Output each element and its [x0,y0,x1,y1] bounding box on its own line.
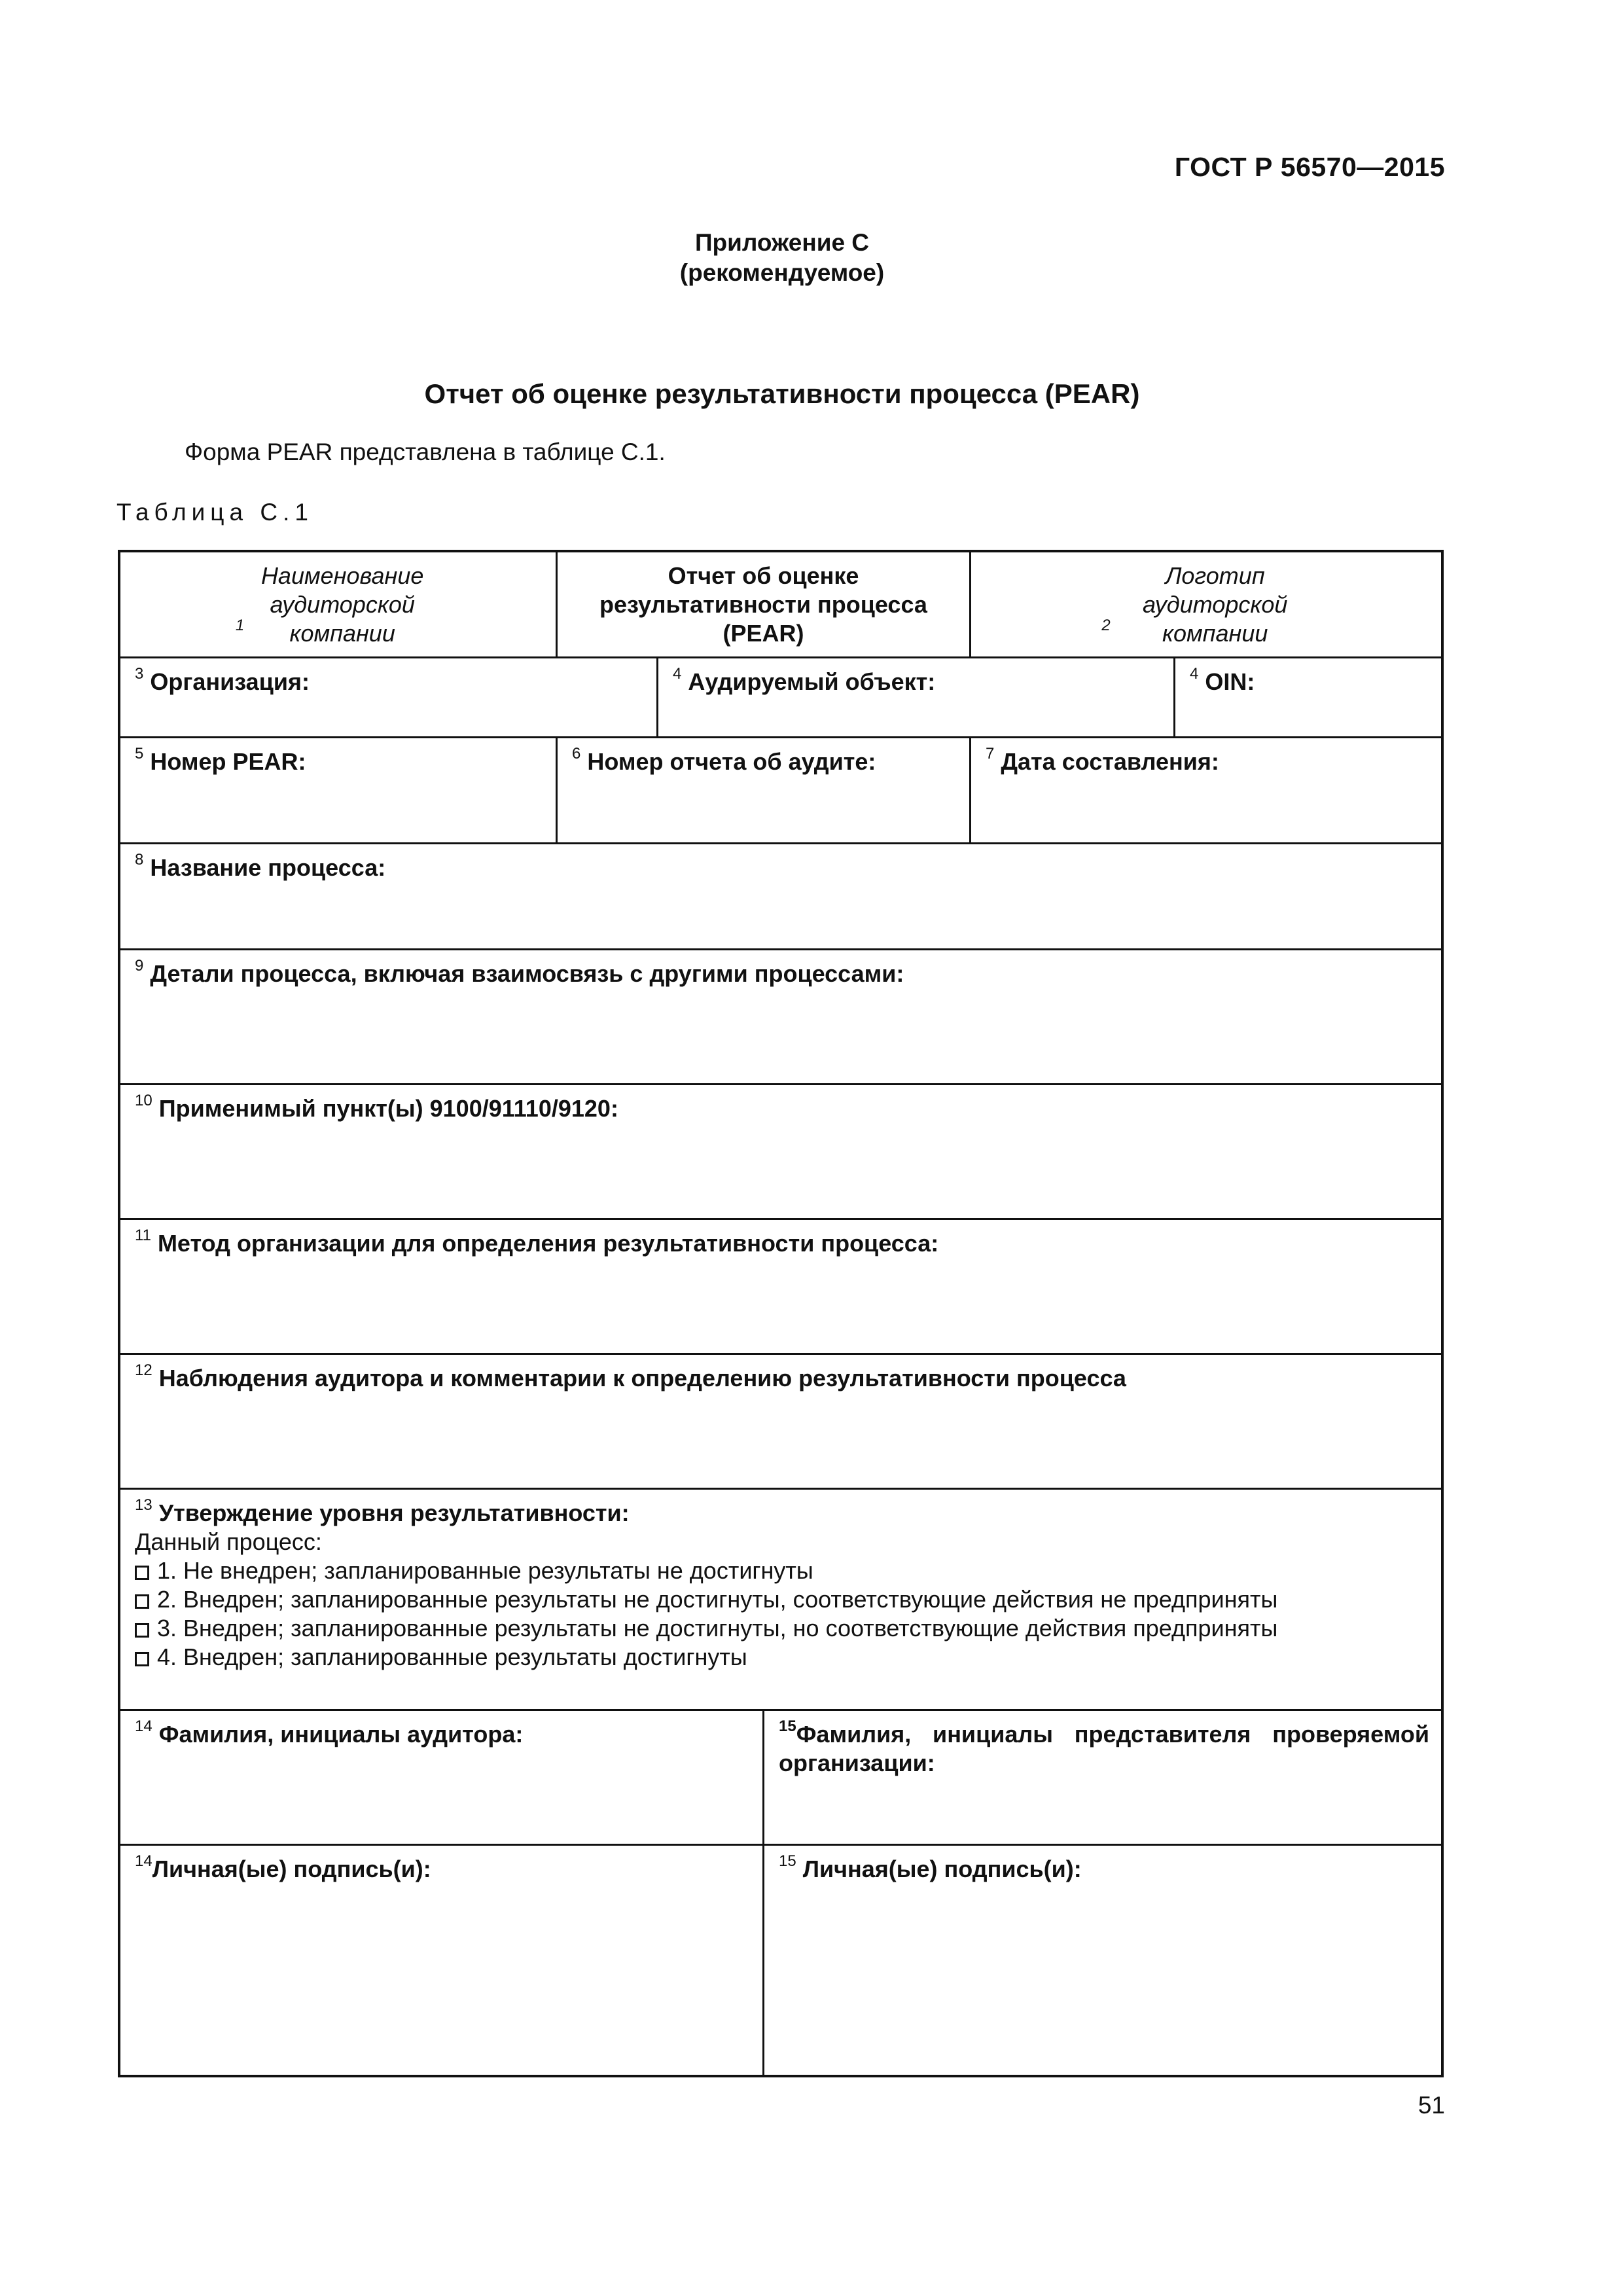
pear-form-table [118,550,1444,2077]
page-number: 51 [1418,2092,1445,2119]
auditor-name-label: Фамилия, инициалы аудитора: [158,1721,524,1748]
effectiveness-option-1[interactable] [135,1556,1429,1585]
standard-number: ГОСТ Р 56570—2015 [1174,152,1445,182]
representative-signature-field[interactable] [764,1846,1444,2075]
field-number: 9 [135,957,144,975]
audited-object-field[interactable] [658,658,1175,738]
auditor-name-field[interactable] [120,1711,764,1846]
field-number: 14 [135,1852,152,1870]
org-method-label: Метод организации для определения результативности процесса: [157,1230,939,1257]
effectiveness-label: Утверждение уровня результативности: [158,1499,630,1526]
process-details-label: Детали процесса, включая взаимосвязь с другими процессами: [150,960,904,987]
organization-label: Организация: [150,668,310,695]
effectiveness-option-2[interactable] [135,1585,1429,1614]
applicable-clauses-label: Применимый пункт(ы) 9100/91110/9120: [158,1095,618,1122]
audit-report-number-label: Номер отчета об аудите: [587,748,876,775]
field-number: 4 [1190,665,1199,683]
form-title: Отчет об оценке результативности процесса (PEAR) [599,562,927,647]
effectiveness-option-4[interactable] [135,1643,1429,1672]
option-label: 4. Внедрен; запланированные результаты достигнуты [157,1643,747,1670]
auditor-signature-label: Личная(ые) подпись(и): [152,1856,431,1882]
checkbox-icon[interactable] [135,1652,149,1666]
field-number: 7 [986,745,995,762]
oin-field[interactable] [1175,658,1444,738]
effectiveness-field [120,1490,1444,1711]
process-name-field[interactable] [120,844,1444,950]
checkbox-icon[interactable] [135,1594,149,1609]
auditor-signature-field[interactable] [120,1846,764,2075]
representative-name-label: Фамилия, инициалы представителя проверяемой организации: [779,1721,1429,1776]
process-name-label: Название процесса: [150,854,386,881]
field-number: 3 [135,665,144,683]
field-number: 1 [235,616,245,634]
date-field[interactable] [971,738,1444,844]
field-number: 10 [135,1092,152,1109]
option-label: 2. Внедрен; запланированные результаты не достигнуты, соответствующие действия не предприняты [157,1586,1278,1613]
field-number: 5 [135,745,144,762]
field-number: 12 [135,1361,152,1379]
option-label: 3. Внедрен; запланированные результаты не достигнуты, но соответствующие действия предприняты [157,1615,1278,1641]
intro-text: Форма PEAR представлена в таблице С.1. [185,439,666,465]
annex-title: Приложение С [694,229,870,256]
applicable-clauses-field[interactable] [120,1085,1444,1220]
checkbox-icon[interactable] [135,1566,149,1580]
field-number: 14 [135,1717,152,1735]
field-number: 6 [572,745,581,762]
representative-signature-label: Личная(ые) подпись(и): [802,1856,1082,1882]
option-label: 1. Не внедрен; запланированные результаты не достигнуты [157,1557,813,1584]
pear-number-label: Номер PEAR: [150,748,306,775]
auditor-observations-field[interactable] [120,1355,1444,1490]
oin-label: OIN: [1205,668,1255,695]
process-details-field[interactable] [120,950,1444,1085]
field-number: 15 [779,1717,796,1735]
org-method-field[interactable] [120,1220,1444,1355]
annex-heading [0,228,1564,288]
form-title-cell [558,552,971,658]
field-number: 11 [135,1227,151,1244]
annex-status: (рекомендуемое) [679,259,885,286]
date-label: Дата составления: [1001,748,1219,775]
checkbox-icon[interactable] [135,1623,149,1638]
pear-number-field[interactable] [120,738,558,844]
auditor-observations-label: Наблюдения аудитора и комментарии к определению результативности процесса [158,1365,1126,1391]
company-name-label: Наименование аудиторской компании [260,562,424,647]
organization-field[interactable] [120,658,658,738]
field-number: 13 [135,1496,152,1514]
representative-name-field[interactable] [764,1711,1444,1846]
document-title: Отчет об оценке результативности процесса (PEAR) [424,378,1140,409]
effectiveness-subtitle: Данный процесс: [135,1528,322,1555]
table-caption: Таблица С.1 [116,499,313,526]
audited-object-label: Аудируемый объект: [688,668,936,695]
company-name-cell [120,552,558,658]
field-number: 2 [1101,616,1111,634]
audit-report-number-field[interactable] [558,738,971,844]
effectiveness-option-3[interactable] [135,1614,1429,1643]
company-logo-label: Логотип аудиторской компании [1142,562,1288,647]
field-number: 8 [135,851,144,869]
company-logo-cell [971,552,1444,658]
field-number: 15 [779,1852,796,1870]
field-number: 4 [673,665,682,683]
